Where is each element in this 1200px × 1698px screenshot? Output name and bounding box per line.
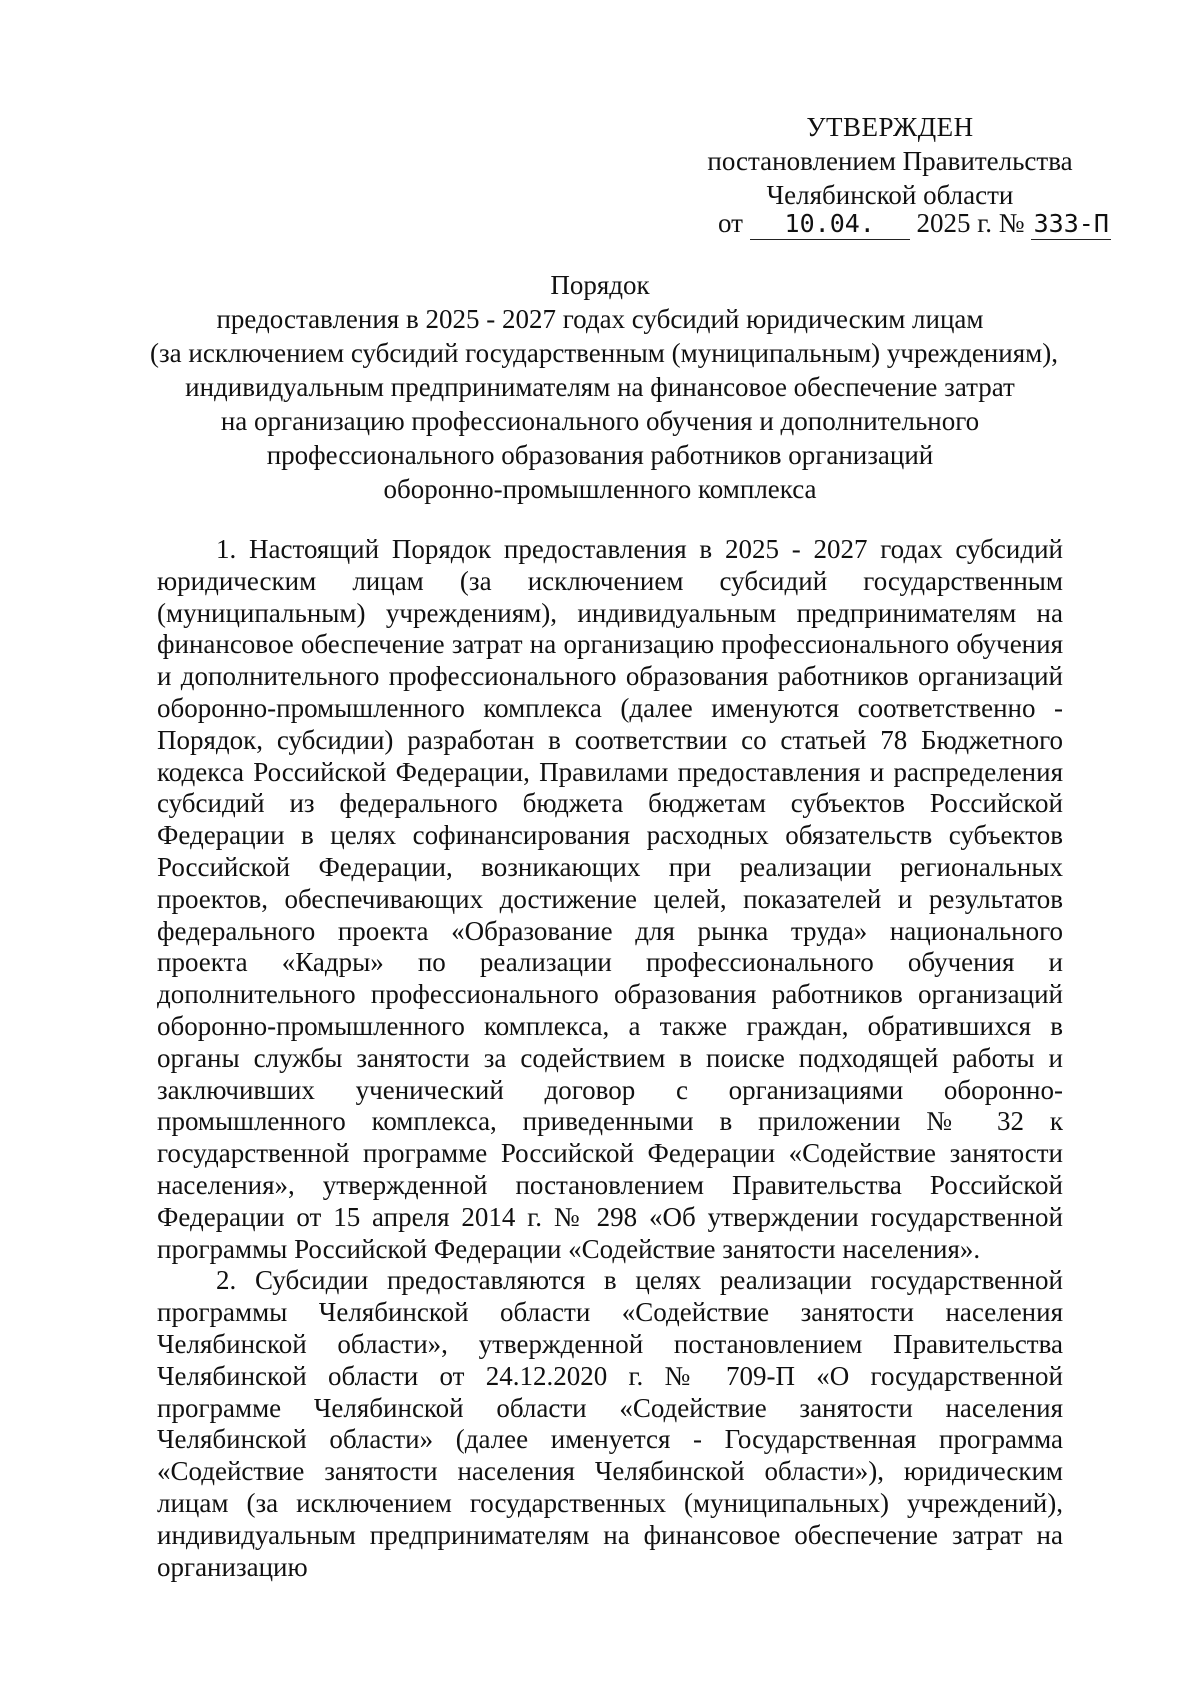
approval-year-text: 2025 г. № bbox=[916, 208, 1025, 238]
approval-date-line bbox=[718, 206, 1118, 246]
title-line-6: профессионального образования работников организаций bbox=[266, 440, 934, 470]
approval-block bbox=[690, 110, 1090, 212]
approval-line-1: постановлением Правительства bbox=[707, 146, 1073, 176]
document-title bbox=[150, 268, 1058, 506]
document-body bbox=[157, 534, 1063, 1583]
approval-line-2: Челябинской области bbox=[766, 180, 1014, 210]
paragraph-2: 2. Субсидии предоставляются в целях реализации государственной программы Челябинской области «Содействие занятости населения Челябинской области», утвержденной постановлением Правительства Челябинской области от 24.12.2020 г. № 709-П «О государственной программе Челябинской области «Содействие занятости населения Челябинской области» (далее именуется - Государственная программа «Содействие занятости населения Челябинской области»), юридическим лицам (за исключением государственных (муниципальных) учреждений), индивидуальным предпринимателям на финансовое обеспечение затрат на организацию bbox=[157, 1265, 1063, 1582]
title-line-4: индивидуальным предпринимателям на финансовое обеспечение затрат bbox=[185, 372, 1015, 402]
title-line-3: (за исключением субсидий государственным (муниципальным) учреждениям), bbox=[150, 338, 1058, 368]
approval-heading: УТВЕРЖДЕН bbox=[806, 112, 974, 142]
title-line-7: оборонно-промышленного комплекса bbox=[383, 474, 817, 504]
approval-number-fill: 333-П bbox=[1031, 209, 1111, 240]
approval-date-fill: 10.04. bbox=[750, 209, 910, 240]
paragraph-1: 1. Настоящий Порядок предоставления в 2025 - 2027 годах субсидий юридическим лицам (за исключением субсидий государственным (муниципальным) учреждениям), индивидуальным предпринимателям на финансовое обеспечение затрат на организацию профессионального обучения и дополнительного профессионального образования работников организаций оборонно-промышленного комплекса (далее именуются соответственно - Порядок, субсидии) разработан в соответствии со статьей 78 Бюджетного кодекса Российской Федерации, Правилами предоставления и распределения субсидий из федерального бюджета бюджетам субъектов Российской Федерации в целях софинансирования расходных обязательств субъектов Российской Федерации, возникающих при реализации региональных проектов, обеспечивающих достижение целей, показателей и результатов федерального проекта «Образование для рынка труда» национального проекта «Кадры» по реализации профессионального обучения и дополнительного профессионального образования работников организаций оборонно-промышленного комплекса, а также граждан, обратившихся в органы службы занятости за содействием в поиске подходящей работы и заключивших ученический договор с организациями оборонно-промышленного комплекса, приведенными в приложении № 32 к государственной программе Российской Федерации «Содействие занятости населения», утвержденной постановлением Правительства Российской Федерации от 15 апреля 2014 г. № 298 «Об утверждении государственной программы Российской Федерации «Содействие занятости населения». bbox=[157, 534, 1063, 1264]
title-line-5: на организацию профессионального обучения и дополнительного bbox=[220, 406, 980, 436]
title-line-1: Порядок bbox=[550, 270, 650, 300]
title-line-2: предоставления в 2025 - 2027 годах субсидий юридическим лицам bbox=[216, 304, 984, 334]
approval-prefix: от bbox=[718, 208, 743, 238]
